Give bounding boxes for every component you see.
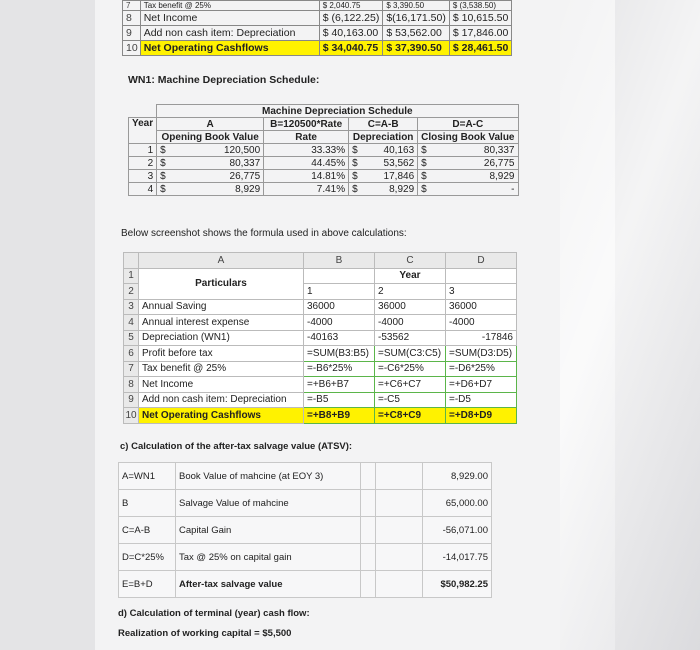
column-header[interactable]: B: [304, 253, 375, 269]
table-row: 8 Net Income $ (6,122.25) $(16,171.50) $ 10,615.50: [123, 11, 512, 26]
table-row: 9 Add non cash item: Depreciation $ 40,163.00 $ 53,562.00 $ 17,846.00: [123, 26, 512, 41]
formula-caption: Below screenshot shows the formula used in above calculations:: [121, 228, 407, 239]
photo-glare: [560, 0, 700, 650]
table-row: 9 Add non cash item: Depreciation =-B5 =-C5 =-D5: [124, 392, 517, 408]
column-header[interactable]: C: [375, 253, 446, 269]
table-row: 10 Net Operating Cashflows =+B8+B9 =+C8+C9 =+D8+D9: [124, 408, 517, 424]
table-row: 7 Tax benefit @ 25% $ 2,040.75 $ 3,390.50 $ (3,538.50): [123, 1, 512, 11]
working-capital-text: Realization of working capital = $5,500: [118, 628, 292, 639]
table-row: 7 Tax benefit @ 25% =-B6*25% =-C6*25% =-D6*25%: [124, 361, 517, 377]
table-row: 10 Net Operating Cashflows $ 34,040.75 $ 37,390.50 $ 28,461.50: [123, 41, 512, 56]
table-row: 5 Depreciation (WN1) -40163 -53562 -17846: [124, 330, 517, 346]
depreciation-schedule-table: Machine Depreciation Schedule Year A B=120500*Rate C=A-B D=A-C Opening Book Value Rate Depreciation Closing Book Value 1 $ 120,500 33.33% $ 40,163 $ 80,337 2 $ 80,337 44.45% $ 53,562 $ 26,775 3 $ 26,775 14.81% $ 17,846 $ 8,929 4 $ 8,929 7.41% $ 8,929 $ -: [128, 104, 519, 196]
wn1-caption: WN1: Machine Depreciation Schedule:: [128, 74, 320, 86]
atsv-table: [118, 462, 492, 598]
atsv-caption: c) Calculation of the after-tax salvage value (ATSV):: [120, 441, 353, 452]
dep-title: Machine Depreciation Schedule: [157, 105, 518, 118]
net-operating-cashflow-table: [122, 0, 512, 56]
column-header[interactable]: D: [446, 253, 517, 269]
table-row: 6 Profit before tax =SUM(B3:B5) =SUM(C3:C5) =SUM(D3:D5): [124, 346, 517, 362]
table-row: C=A-B Capital Gain -56,071.00: [119, 517, 492, 544]
table-row: B Salvage Value of mahcine 65,000.00: [119, 490, 492, 517]
table-row: 3 $ 26,775 14.81% $ 17,846 $ 8,929: [129, 170, 519, 183]
table-row: 4 $ 8,929 7.41% $ 8,929 $ -: [129, 183, 519, 196]
table-row: A=WN1 Book Value of mahcine (at EOY 3) 8,929.00: [119, 463, 492, 490]
table-row: 2 $ 80,337 44.45% $ 53,562 $ 26,775: [129, 157, 519, 170]
column-header[interactable]: A: [139, 253, 304, 269]
table-row: 1 $ 120,500 33.33% $ 40,163 $ 80,337: [129, 144, 519, 157]
terminal-caption: d) Calculation of terminal (year) cash flow:: [118, 608, 310, 619]
table-row: D=C*25% Tax @ 25% on capital gain -14,017.75: [119, 544, 492, 571]
table-row: 4 Annual interest expense -4000 -4000 -4000: [124, 315, 517, 331]
table-row: E=B+D After-tax salvage value $50,982.25: [119, 571, 492, 598]
table-row: 3 Annual Saving 36000 36000 36000: [124, 299, 517, 315]
table-row: 8 Net Income =+B6+B7 =+C6+C7 =+D6+D7: [124, 377, 517, 393]
formula-table: A B C D 1 Particulars Year 2 1 2 3 3 Annual Saving 36000 36000 36000 4 Annual interest expense -4000 -4000 -4000 5 Depreciation (WN1) -40163 -53562 -17846 6 Profit before tax =SUM(B3:B5) =SUM(C3:C5) =SUM(D3:D5) 7 Tax benefit @ 25% =-B6*25% =-C6*25% =-D6*25% 8 Net Income =+B6+B7 =+C6+C7 =+D6+D7 9 Add non cash item: Depreciation =-B5 =-C5 =-D5 10 Net Operating Cashflows =+B8+B9 =+C8+C9 =+D8+D9: [123, 252, 517, 424]
